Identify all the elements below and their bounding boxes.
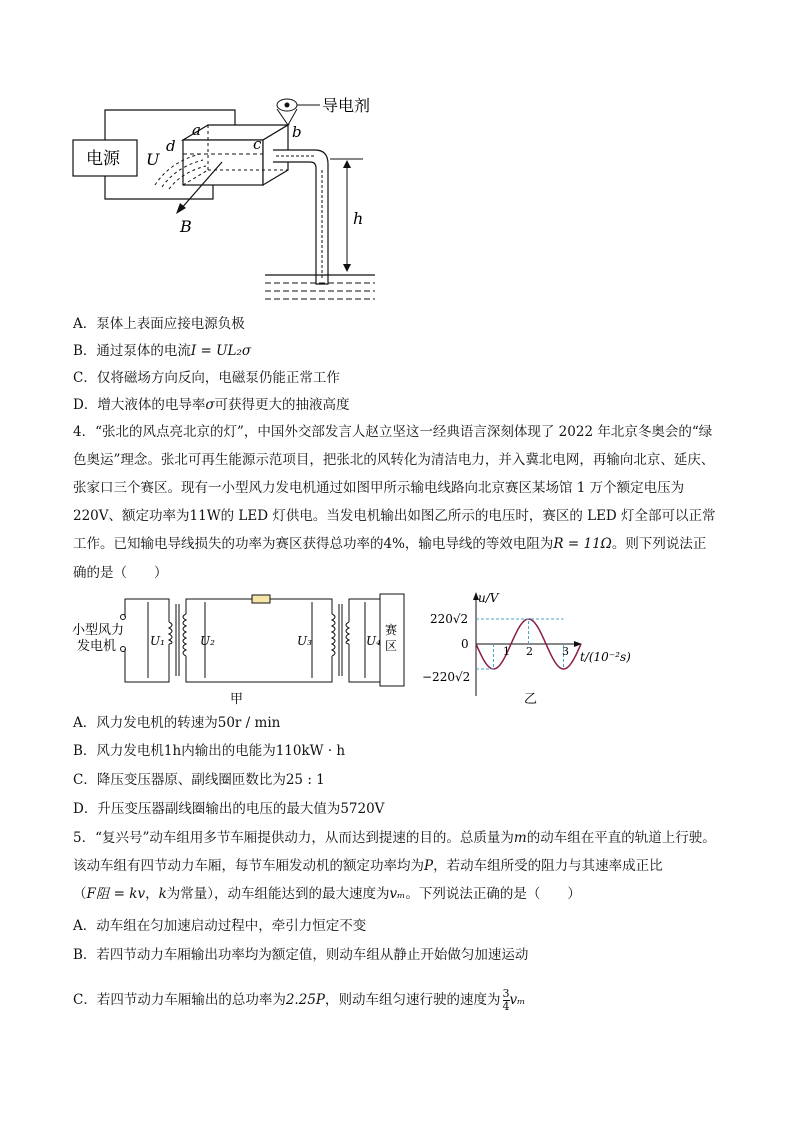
- q4-line-1: 4．“张北的风点亮北京的灯”，中国外交部发言人赵立坚这一经典语言深刻体现了 2022 年北京冬奥会的“绿: [73, 424, 713, 440]
- q4-option-c: C．降压变压器原、副线圈匝数比为25 : 1: [73, 772, 325, 788]
- h-arrowhead-up: [343, 160, 351, 168]
- u1-label: U₁: [150, 634, 165, 648]
- step-up-secondary-coil: [183, 614, 186, 656]
- q5-option-b: B．若四节动力车厢输出功率均为额定值，则动车组从静止开始做匀加速运动: [73, 947, 529, 963]
- label-b: b: [292, 123, 302, 141]
- step-down-primary-coil: [332, 614, 335, 656]
- gen-wire: [125, 599, 169, 622]
- tick-label-2: 2: [526, 645, 533, 658]
- pump-figure: [70, 92, 400, 312]
- fraction-three-quarters: $\frac{3}{4}$: [502, 987, 510, 1013]
- q4-option-a: A．风力发电机的转速为50r / min: [73, 715, 281, 731]
- q4-line-5: 工作。已知输电导线损失的功率为赛区获得总功率的4%，输电导线的等效电阻为R = 11Ω。则下列说法正: [73, 536, 707, 552]
- q4-line-4: 220V、额定功率为11W的 LED 灯供电。当发电机输出如图乙所示的电压时，赛区的 LED 灯全部可以正常: [73, 508, 716, 524]
- agent-label: 导电剂: [322, 96, 371, 115]
- venue-label-2: 区: [385, 639, 398, 653]
- y-axis-label: u/V: [478, 591, 499, 605]
- venue-label-1: 赛: [385, 623, 398, 637]
- q3-option-b: B．通过泵体的电流I = UL₂σ: [73, 343, 252, 359]
- q3-option-a: A．泵体上表面应接电源负极: [73, 316, 245, 332]
- u2-label: U₂: [200, 634, 215, 648]
- h-label: h: [353, 209, 364, 228]
- gen-wire: [125, 644, 169, 682]
- transmission-circuit-figure: [72, 588, 412, 708]
- u4-label: U₄: [366, 634, 381, 648]
- generator-label-2: 发电机: [77, 639, 117, 654]
- y-zero-label: 0: [461, 637, 469, 651]
- q4-line-2: 色奥运”理念。张北可再生能源示范项目，把张北的风转化为清洁电力，并入冀北电网，再输向北京、延庆、: [73, 452, 715, 468]
- line-wire: [186, 599, 252, 614]
- q4-option-b: B．风力发电机1h内输出的电能为110kW · h: [73, 743, 346, 759]
- q4-line-3: 张家口三个赛区。现有一小型风力发电机通过如图甲所示输电线路向北京赛区某场馆 1 万个额定电压为: [73, 480, 685, 496]
- step-down-secondary-coil: [346, 622, 349, 644]
- label-d: d: [166, 137, 176, 155]
- label-B: B: [180, 217, 192, 236]
- voltage-waveform-figure: [420, 588, 640, 708]
- tick-label-3: 3: [562, 645, 569, 658]
- y-min-label: −220√2: [422, 670, 471, 684]
- line-resistor: [252, 595, 270, 603]
- funnel-dot: [285, 103, 290, 108]
- y-max-label: 220√2: [430, 612, 469, 626]
- q5-line-1: 5．“复兴号”动车组用多节车厢提供动力，从而达到提速的目的。总质量为m的动车组在平直的轨道上行驶。: [73, 830, 716, 846]
- q4-option-d: D．升压变压器副线圈输出的电压的最大值为5720V: [73, 801, 385, 817]
- q5-line-3: （F阻 = kv，k为常量），动车组能达到的最大速度为vₘ。下列说法正确的是（ ）: [73, 886, 581, 902]
- figure-jia-caption: 甲: [230, 692, 244, 707]
- q5-option-a: A．动车组在匀加速启动过程中，牵引力恒定不变: [73, 918, 367, 934]
- h-arrowhead-down: [343, 264, 351, 272]
- q3-option-d: D．增大液体的电导率σ可获得更大的抽液高度: [73, 397, 350, 413]
- step-up-primary-coil: [169, 622, 172, 644]
- q5-line-2: 该动车组有四节动力车厢，每节车厢发动机的额定功率均为P，若动车组所受的阻力与其速率成正比: [73, 858, 663, 874]
- q5-option-c: C．若四节动力车厢输出的总功率为2.25P，则动车组匀速行驶的速度为 $\frac{3}{4}$ vₘ: [73, 987, 526, 1013]
- figure-yi-caption: 乙: [524, 692, 538, 707]
- label-c: c: [253, 135, 262, 153]
- label-U: U: [146, 150, 160, 169]
- q3-option-c: C．仅将磁场方向反向，电磁泵仍能正常工作: [73, 370, 340, 386]
- tick-label-1: 1: [503, 645, 510, 658]
- generator-label-1: 小型风力: [72, 623, 125, 638]
- x-axis-label: t/(10⁻²s): [580, 650, 631, 664]
- label-a: a: [192, 121, 201, 139]
- q4-line-6: 确的是（ ）: [73, 565, 168, 581]
- power-source-label: 电源: [86, 149, 120, 169]
- u3-label: U₃: [297, 634, 312, 648]
- line-wire: [270, 599, 332, 614]
- line-wire: [186, 656, 332, 682]
